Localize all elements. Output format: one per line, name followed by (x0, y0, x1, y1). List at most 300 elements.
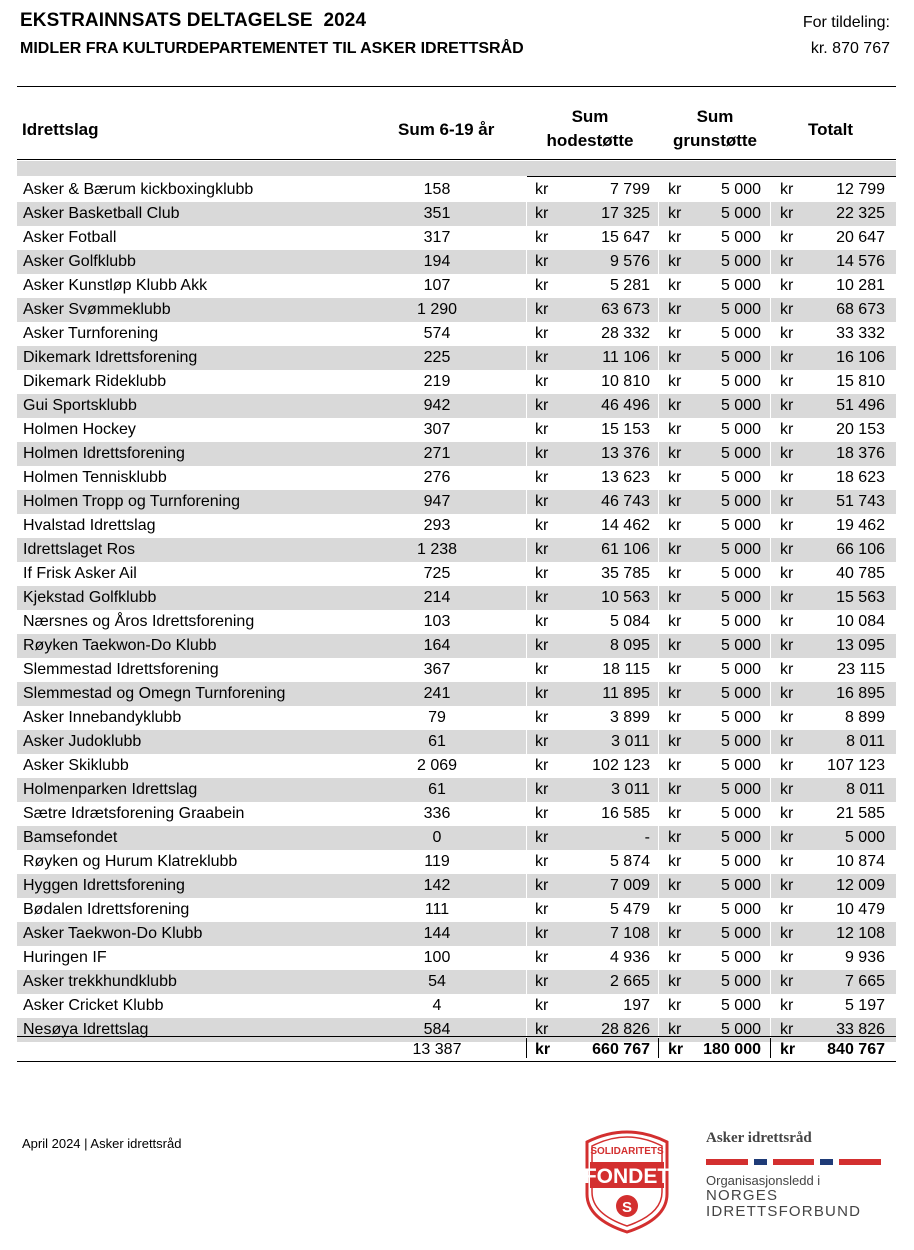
currency-label: kr (780, 181, 794, 198)
table-row (17, 442, 896, 466)
column-divider (770, 778, 771, 802)
age-count: 194 (423, 253, 451, 270)
club-name: Slemmestad og Omegn Turnforening (23, 685, 286, 702)
currency-label: kr (668, 925, 682, 942)
age-count: 158 (423, 181, 451, 198)
age-count: 942 (423, 397, 451, 414)
head-support-amount: 7 009 (609, 877, 650, 894)
age-count: 241 (423, 685, 451, 702)
total-amount: 12 108 (836, 925, 885, 942)
club-name: Holmen Tennisklubb (23, 469, 167, 486)
head-support-amount: 63 673 (601, 301, 650, 318)
column-divider (770, 346, 771, 370)
total-amount: 9 936 (844, 949, 885, 966)
table-row (17, 586, 896, 610)
head-support-amount: 197 (623, 997, 650, 1014)
currency-label: kr (668, 469, 682, 486)
column-divider (658, 202, 659, 226)
base-support-amount: 5 000 (720, 229, 761, 246)
head-support-amount: 28 826 (601, 1021, 650, 1038)
table-row (17, 562, 896, 586)
table-row (17, 898, 896, 922)
age-count: 100 (423, 949, 451, 966)
currency-label: kr (780, 541, 794, 558)
col-header-base-line1: Sum (696, 107, 734, 126)
column-divider (770, 850, 771, 874)
currency-label: kr (535, 229, 549, 246)
currency-label: kr (535, 373, 549, 390)
currency-label: kr (780, 469, 794, 486)
club-name: Bamsefondet (23, 829, 118, 846)
total-amount: 10 874 (836, 853, 885, 870)
age-count: 351 (423, 205, 451, 222)
currency-label: kr (668, 541, 682, 558)
head-support-amount: 35 785 (601, 565, 650, 582)
currency-label: kr (535, 469, 549, 486)
currency-label: kr (535, 805, 549, 822)
age-count: 61 (428, 733, 446, 750)
currency-label: kr (780, 829, 794, 846)
fondet-top-text: SOLIDARITETS (590, 1146, 664, 1157)
age-count: 367 (423, 661, 451, 678)
column-divider (770, 730, 771, 754)
column-divider (658, 778, 659, 802)
base-support-amount: 5 000 (720, 253, 761, 270)
base-support-amount: 5 000 (720, 757, 761, 774)
table-row (17, 226, 896, 250)
currency-label: kr (668, 685, 682, 702)
currency-label: kr (668, 229, 682, 246)
table-row (17, 514, 896, 538)
total-amount: 22 325 (836, 205, 885, 222)
table-row (17, 970, 896, 994)
column-divider (526, 538, 527, 562)
total-amount: 33 826 (836, 1021, 885, 1038)
head-support-amount: 46 496 (601, 397, 650, 414)
currency-label: kr (535, 205, 549, 222)
currency-label: kr (780, 877, 794, 894)
total-amount: 21 585 (836, 805, 885, 822)
base-support-amount: 5 000 (720, 949, 761, 966)
age-count: 142 (423, 877, 451, 894)
currency-label: kr (668, 901, 682, 918)
column-divider (658, 466, 659, 490)
document-header (20, 8, 524, 62)
currency-label: kr (535, 853, 549, 870)
total-amount: 7 665 (844, 973, 885, 990)
total-amount: 10 479 (836, 901, 885, 918)
head-support-amount: 18 115 (602, 661, 650, 678)
column-divider (658, 490, 659, 514)
column-divider (770, 298, 771, 322)
column-divider (770, 610, 771, 634)
total-amount: 8 011 (846, 781, 885, 798)
club-name: Asker Taekwon-Do Klubb (23, 925, 203, 942)
header-gray-strip (17, 161, 896, 176)
club-name: Asker Golfklubb (23, 253, 136, 270)
currency-label: kr (535, 301, 549, 318)
column-divider (770, 994, 771, 1018)
currency-label: kr (668, 637, 682, 654)
currency-label: kr (668, 349, 682, 366)
currency-label: kr (668, 445, 682, 462)
age-count: 2 069 (416, 757, 458, 774)
column-divider (526, 274, 527, 298)
currency-label: kr (535, 181, 549, 198)
age-count: 214 (423, 589, 451, 606)
currency-label: kr (535, 517, 549, 534)
table-row (17, 394, 896, 418)
table-row (17, 274, 896, 298)
column-divider (658, 706, 659, 730)
currency-label: kr (535, 613, 549, 630)
table-row (17, 322, 896, 346)
head-support-amount: 3 011 (611, 781, 650, 798)
currency-label: kr (780, 445, 794, 462)
currency-label: kr (668, 301, 682, 318)
total-amount: 51 496 (836, 397, 885, 414)
head-support-amount: 15 153 (601, 421, 650, 438)
column-divider (526, 802, 527, 826)
club-name: Bødalen Idrettsforening (23, 901, 190, 918)
head-support-amount: 13 376 (601, 445, 650, 462)
head-support-amount: 61 106 (601, 541, 650, 558)
currency-label: kr (535, 493, 549, 510)
header-bottom-rule (17, 159, 896, 160)
currency-label: kr (668, 877, 682, 894)
club-name: Røyken og Hurum Klatreklubb (23, 853, 238, 870)
currency-label: kr (668, 277, 682, 294)
base-support-amount: 5 000 (720, 205, 761, 222)
column-divider (526, 370, 527, 394)
base-support-amount: 5 000 (720, 661, 761, 678)
column-divider (658, 586, 659, 610)
allocation-box (803, 10, 890, 62)
head-support-amount: 10 563 (601, 589, 650, 606)
column-divider (770, 562, 771, 586)
club-name: Gui Sportsklubb (23, 397, 137, 414)
total-amount: 12 009 (836, 877, 885, 894)
column-divider (526, 178, 527, 202)
table-row (17, 346, 896, 370)
base-support-amount: 5 000 (720, 853, 761, 870)
club-name: Asker Turnforening (23, 325, 159, 342)
currency-label: kr (780, 781, 794, 798)
table-row (17, 754, 896, 778)
head-support-amount: 5 281 (609, 277, 650, 294)
age-count: 225 (423, 349, 451, 366)
currency-label: kr (668, 205, 682, 222)
column-divider (526, 346, 527, 370)
club-name: Dikemark Idrettsforening (23, 349, 198, 366)
age-count: 276 (423, 469, 451, 486)
base-support-amount: 5 000 (720, 805, 761, 822)
age-count: 1 290 (416, 301, 458, 318)
club-name: If Frisk Asker Ail (23, 565, 137, 582)
table-row (17, 850, 896, 874)
currency-label: kr (535, 637, 549, 654)
currency-label: kr (535, 277, 549, 294)
column-divider (770, 922, 771, 946)
column-divider (770, 538, 771, 562)
total-amount: 19 462 (836, 517, 885, 534)
base-support-amount: 5 000 (720, 325, 761, 342)
age-count: 584 (423, 1021, 451, 1038)
total-amount: 107 123 (827, 757, 885, 774)
table-row (17, 370, 896, 394)
column-divider (658, 418, 659, 442)
club-name: Kjekstad Golfklubb (23, 589, 157, 606)
total-amount: 8 899 (844, 709, 885, 726)
age-count: 61 (428, 781, 446, 798)
currency-label: kr (780, 589, 794, 606)
fondet-badge-text: S (621, 1199, 633, 1216)
column-divider (526, 322, 527, 346)
age-count: 107 (423, 277, 451, 294)
club-name: Hyggen Idrettsforening (23, 877, 185, 894)
column-divider (770, 322, 771, 346)
currency-label: kr (535, 925, 549, 942)
head-support-amount: 2 665 (609, 973, 650, 990)
table-row (17, 706, 896, 730)
currency-label: kr (535, 685, 549, 702)
column-divider (770, 490, 771, 514)
base-support-amount: 5 000 (720, 925, 761, 942)
column-divider (770, 202, 771, 226)
currency-label: kr (780, 925, 794, 942)
currency-label: kr (668, 613, 682, 630)
column-divider (770, 898, 771, 922)
column-divider (658, 826, 659, 850)
base-support-amount: 5 000 (720, 469, 761, 486)
table-row (17, 946, 896, 970)
currency-label: kr (780, 757, 794, 774)
base-support-amount: 5 000 (720, 181, 761, 198)
table-row (17, 658, 896, 682)
column-divider (658, 178, 659, 202)
head-support-amount: 102 123 (592, 757, 650, 774)
column-divider (658, 922, 659, 946)
currency-label: kr (535, 589, 549, 606)
col-header-club: Idrettslag (22, 120, 99, 139)
column-divider (770, 370, 771, 394)
currency-label: kr (780, 733, 794, 750)
currency-label: kr (535, 325, 549, 342)
currency-label: kr (535, 253, 549, 270)
head-support-amount: 11 106 (602, 349, 650, 366)
total-amount: 18 376 (836, 445, 885, 462)
column-divider (526, 994, 527, 1018)
column-divider (770, 874, 771, 898)
table-row (17, 802, 896, 826)
club-name: Nesøya Idrettslag (23, 1021, 149, 1038)
allocation-label: For tildeling: (802, 14, 890, 31)
currency-label: kr (780, 565, 794, 582)
column-divider (770, 418, 771, 442)
currency-label: kr (668, 181, 682, 198)
currency-label: kr (668, 373, 682, 390)
currency-label: kr (668, 733, 682, 750)
currency-label: kr (780, 613, 794, 630)
column-divider (658, 226, 659, 250)
currency-label: kr (668, 493, 682, 510)
currency-label: kr (668, 1021, 682, 1038)
column-divider (526, 394, 527, 418)
document-title: EKSTRAINNSATS DELTAGELSE 2024 (20, 10, 367, 31)
column-divider (770, 706, 771, 730)
age-count: 725 (423, 565, 451, 582)
club-name: Holmen Hockey (23, 421, 136, 438)
total-amount: 33 332 (836, 325, 885, 342)
age-count: 317 (423, 229, 451, 246)
club-name: Holmenparken Idrettslag (23, 781, 198, 798)
head-support-amount: 7 799 (609, 181, 650, 198)
table-row (17, 994, 896, 1018)
totals-divider (526, 1038, 527, 1058)
footer-text: April 2024 | Asker idrettsråd (22, 1136, 182, 1151)
column-divider (658, 298, 659, 322)
head-support-amount: 5 479 (609, 901, 650, 918)
currency-label: kr (668, 397, 682, 414)
column-divider (526, 778, 527, 802)
column-divider (526, 874, 527, 898)
age-count: 54 (428, 973, 446, 990)
currency-label: kr (780, 277, 794, 294)
club-name: Asker Svømmeklubb (23, 301, 171, 318)
age-count: 336 (423, 805, 451, 822)
currency-label: kr (668, 949, 682, 966)
total-amount: 66 106 (836, 541, 885, 558)
currency-label: kr (780, 949, 794, 966)
column-divider (770, 802, 771, 826)
total-amount: 16 106 (836, 349, 885, 366)
table-row (17, 922, 896, 946)
column-divider (770, 178, 771, 202)
column-divider (526, 634, 527, 658)
base-support-amount: 5 000 (720, 493, 761, 510)
total-amount: 51 743 (836, 493, 885, 510)
base-support-amount: 5 000 (720, 445, 761, 462)
column-divider (658, 634, 659, 658)
currency-label: kr (780, 637, 794, 654)
total-amount: 8 011 (846, 733, 885, 750)
age-count: 103 (423, 613, 451, 630)
total-amount: 13 095 (836, 637, 885, 654)
column-divider (526, 898, 527, 922)
column-divider (770, 946, 771, 970)
currency-label: kr (780, 1021, 794, 1038)
total-amount: 10 084 (836, 613, 885, 630)
currency-label: kr (668, 757, 682, 774)
head-support-amount: 15 647 (601, 229, 650, 246)
col-header-head-line2: hodestøtte (546, 131, 634, 150)
base-support-amount: 5 000 (720, 901, 761, 918)
totals-divider (658, 1038, 659, 1058)
currency-label: kr (668, 853, 682, 870)
club-name: Asker Cricket Klubb (23, 997, 164, 1014)
total-amount: 14 576 (836, 253, 885, 270)
base-support-amount: 5 000 (720, 301, 761, 318)
column-divider (770, 586, 771, 610)
age-count: 0 (432, 829, 442, 846)
currency-label: kr (780, 805, 794, 822)
base-support-amount: 5 000 (720, 829, 761, 846)
currency-label: kr (780, 997, 794, 1014)
column-divider (658, 850, 659, 874)
column-divider (526, 418, 527, 442)
head-support-amount: 3 899 (609, 709, 650, 726)
base-support-amount: 5 000 (720, 997, 761, 1014)
currency-label: kr (668, 709, 682, 726)
head-support-amount: 11 895 (602, 685, 650, 702)
currency-label: kr (780, 349, 794, 366)
base-support-amount: 5 000 (720, 517, 761, 534)
currency-label: kr (668, 661, 682, 678)
column-divider (770, 394, 771, 418)
base-support-amount: 5 000 (720, 685, 761, 702)
currency-label: kr (668, 829, 682, 846)
table-row (17, 874, 896, 898)
table-row (17, 682, 896, 706)
column-divider (526, 826, 527, 850)
age-count: 144 (423, 925, 451, 942)
column-divider (770, 466, 771, 490)
column-divider (526, 706, 527, 730)
club-name: Røyken Taekwon-Do Klubb (23, 637, 217, 654)
head-support-amount: 3 011 (611, 733, 650, 750)
column-divider (526, 754, 527, 778)
age-count: 4 (432, 997, 442, 1014)
currency-label: kr (535, 997, 549, 1014)
column-divider (526, 850, 527, 874)
age-count: 111 (424, 901, 450, 918)
base-support-amount: 5 000 (720, 709, 761, 726)
club-name: Asker Innebandyklubb (23, 709, 182, 726)
head-support-amount: 28 332 (601, 325, 650, 342)
base-support-amount: 5 000 (720, 421, 761, 438)
base-support-amount: 5 000 (720, 397, 761, 414)
age-count: 119 (424, 853, 450, 870)
column-divider (526, 922, 527, 946)
currency-label: kr (668, 589, 682, 606)
currency-label: kr (780, 205, 794, 222)
age-count: 1 238 (416, 541, 458, 558)
club-name: Nærsnes og Åros Idrettsforening (23, 613, 255, 630)
column-divider (526, 226, 527, 250)
base-support-amount: 5 000 (720, 877, 761, 894)
column-divider (658, 562, 659, 586)
currency-label: kr (780, 517, 794, 534)
table-row (17, 634, 896, 658)
total-age: 13 387 (412, 1041, 462, 1058)
currency-label: kr (780, 229, 794, 246)
column-divider (770, 274, 771, 298)
currency-label: kr (535, 829, 549, 846)
column-divider (658, 610, 659, 634)
age-count: 79 (428, 709, 446, 726)
col-header-base (660, 105, 770, 153)
document-subtitle: MIDLER FRA KULTURDEPARTEMENTET TIL ASKER IDRETTSRÅD (20, 40, 524, 57)
total-amount: 15 810 (836, 373, 885, 390)
total-total: 840 767 (827, 1041, 885, 1058)
currency-label: kr (780, 709, 794, 726)
currency-label: kr (535, 541, 549, 558)
column-divider (526, 970, 527, 994)
club-name: Dikemark Rideklubb (23, 373, 167, 390)
column-divider (526, 442, 527, 466)
head-support-amount: 9 576 (609, 253, 650, 270)
column-divider (658, 970, 659, 994)
